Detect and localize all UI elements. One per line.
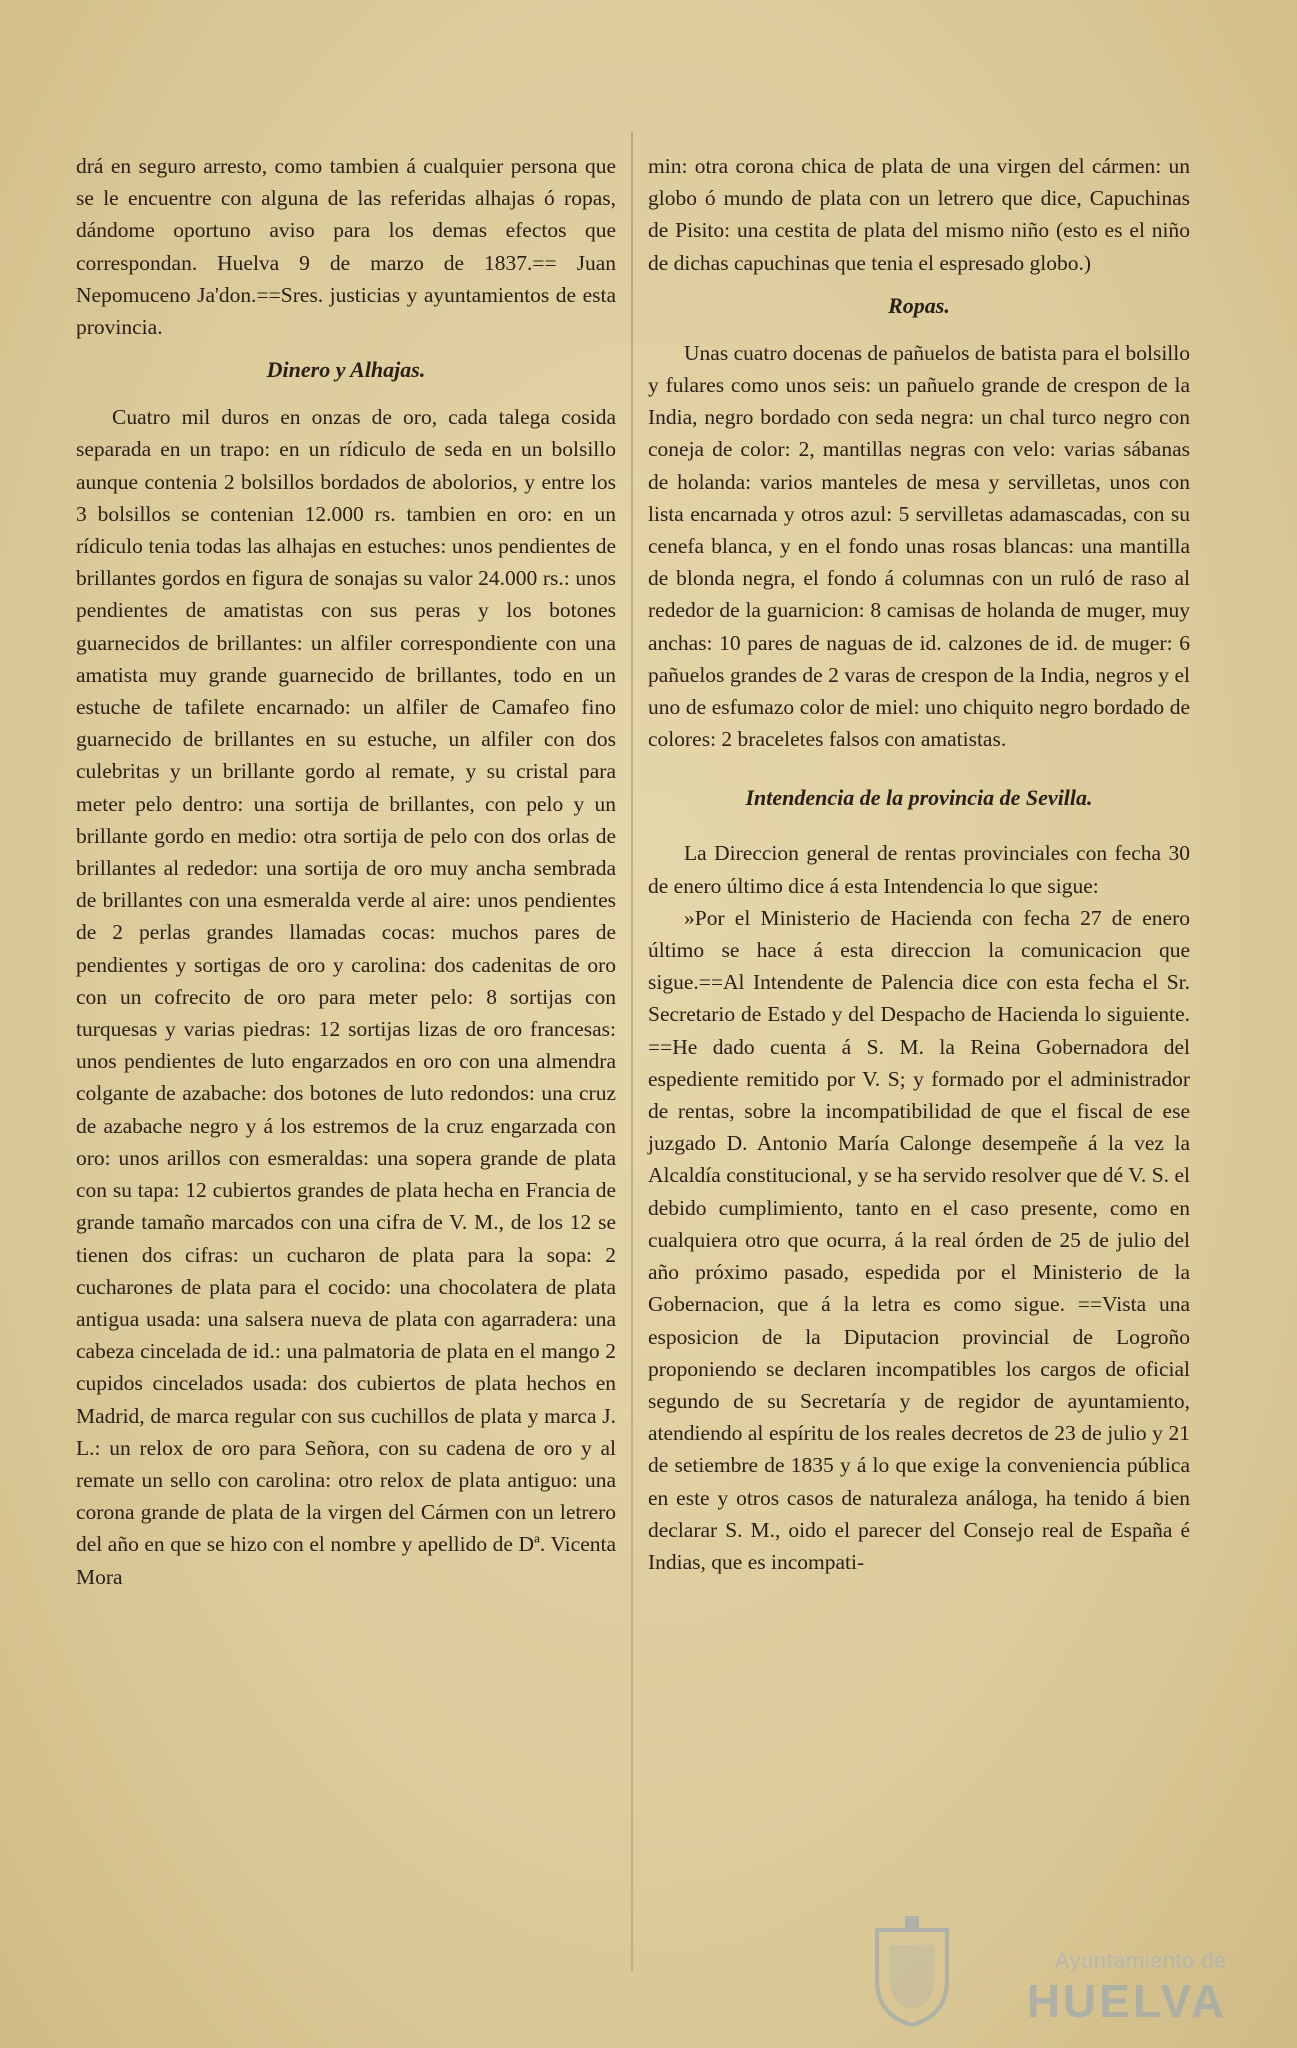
paragraph-ropas: Unas cuatro docenas de pañuelos de batista para el bolsillo y fulares como unos seis: un pañuelo grande de crespon de la India, negro bordado con seda negra: un chal turco negro con coneja de color: 2, mantillas negras con velo: varias sábanas de holanda: varios manteles de mesa y servilletas, unos con lista encarnada y otros azul: 5 servilletas adamascadas, con su cenefa blanca, y en el fondo unas rosas blancas: una mantilla de blonda negra, el fondo á columnas con un ruló de raso al rededor de la guarnicion: 8 camisas de holanda de muger, muy anchas: 10 pares de naguas de id. calzones de id. de muger: 6 pañuelos grandes de 2 varas de crespon de la India, negros y el uno de esfumazo color de miel: uno chiquito negro bordado de colores: 2 braceletes falsos con amatistas. bbox=[648, 340, 1190, 752]
paragraph-continuation-right: min: otra corona chica de plata de una virgen del cármen: un globo ó mundo de plata con un letrero que dice, Capuchinas de Pisito: una cestita de plata del mismo niño (esto es el niño de dichas capuchinas que tenia el espresado globo.) bbox=[648, 154, 1190, 275]
paragraph-continuation: drá en seguro arresto, como tambien á cualquier persona que se le encuentre con alguna de las referidas alhajas ó ropas, dándome oportuno aviso para los demas efectos que correspondan. Huelva 9 de marzo de 1837.== Juan Nepomuceno Ja'don.==Sres. justicias y ayuntamientos de esta provincia. bbox=[76, 154, 616, 340]
left-column bbox=[76, 150, 616, 1593]
watermark-line2: HUELVA bbox=[1026, 1975, 1227, 2027]
section-heading-ropas: Ropas. bbox=[888, 292, 950, 318]
watermark bbox=[867, 1910, 1227, 2030]
paragraph-dinero-alhajas: Cuatro mil duros en onzas de oro, cada talega cosida separada en un trapo: en un rídiculo de seda en un bolsillo aunque contenia 2 bolsillos bordados de abolorios, y entre los 3 bolsillos se contenian 12.000 rs. tambien en oro: en un rídiculo tenia todas las alhajas en estuches: unos pendientes de brillantes gordos en figura de sonajas su valor 24.000 rs.: unos pendientes de amatistas con sus peras y los botones guarnecidos de brillantes: un alfiler correspondiente con una amatista muy grande guarnecido de brillantes, todo en un estuche de tafilete encarnado: un alfiler de Camafeo fino guarnecido de brillantes en su estuche, un alfiler con dos culebritas y un brillante gordo al remate, y su cristal para meter pelo dentro: una sortija de brillantes, con pelo y un brillante gordo en medio: otra sortija de pelo con dos orlas de brillantes al rededor: una sortija de oro muy ancha sembrada de brillantes con una esmeralda verde al aire: unos pendientes de 2 perlas grandes llamadas cocas: muchos pares de pendientes y sortigas de oro y carolina: dos cadenitas de oro con un cofrecito de oro para meter pelo: 8 sortijas con turquesas y varias piedras: 12 sortijas lizas de oro francesas: unos pendientes de luto engarzados en oro con una almendra colgante de azabache: dos botones de luto redondos: una cruz de azabache negro y á los estremos de la cruz engarzada con oro: unos arillos con esmeraldas: una sopera grande de plata con su tapa: 12 cubiertos grandes de plata hecha en Francia de grande tamaño marcados con una cifra de V. M., de los 12 se tienen dos cifras: un cucharon de plata para la sopa: 2 cucharones de plata para el cocido: una chocolatera de plata antigua usada: una salsera nueva de plata con agarradera: una cabeza cincelada de id.: una palmatoria de plata en el mango 2 cupidos cincelados usada: dos cubiertos de plata hechos en Madrid, de marca regular con sus cuchillos de plata y marca J. L.: un relox de oro para Señora, con su cadena de oro y al remate un sello con carolina: otro relox de plata antiguo: una corona grande de plata de la virgen del Cármen con un letrero del año en que se hizo con el nombre y apellido de Dª. Vicenta Mora bbox=[76, 405, 616, 1589]
paragraph-ministerio: »Por el Ministerio de Hacienda con fecha 27 de enero último se hace á esta direccion la comunicacion que sigue.==Al Intendente de Palencia dice con esta fecha el Sr. Secretario de Estado y del Despacho de Hacienda lo siguiente. ==He dado cuenta á S. M. la Reina Gobernadora del espediente remitido por V. S; y formado por el administrador de rentas, sobre la incompatibilidad de que el fiscal de ese juzgado D. Antonio María Calonge desempeñe á la vez la Alcaldía constitucional, y se ha servido resolver que dé V. S. el debido cumplimiento, tanto en el caso presente, como en cualquiera otro que ocurra, á la real órden de 25 de julio del año próximo pasado, espedida por el Ministerio de la Gobernacion, que á la letra es como sigue. ==Vista una esposicion de la Diputacion provincial de Logroño proponiendo se declaren incompatibles los cargos de oficial segundo de su Secretaría y de regidor de ayuntamiento, atendiendo al espíritu de los reales decretos de 23 de julio y 21 de setiembre de 1835 y á lo que exige la conveniencia pública en este y otros casos de naturaleza análoga, ha tenido á bien declarar S. M., oido el parecer del Consejo real de España é Indias, que es incompati- bbox=[648, 905, 1190, 1574]
column-divider bbox=[631, 132, 633, 1972]
right-column bbox=[648, 150, 1190, 1578]
watermark-line1: Ayuntamiento de bbox=[1054, 1948, 1227, 1973]
crest-icon bbox=[867, 1910, 957, 2030]
section-heading-intendencia: Intendencia de la provincia de Sevilla. bbox=[745, 785, 1093, 811]
paragraph-direccion: La Direccion general de rentas provinciales con fecha 30 de enero último dice á esta Intendencia lo que sigue: bbox=[648, 841, 1190, 898]
section-heading-dinero-alhajas: Dinero y Alhajas. bbox=[266, 357, 426, 383]
